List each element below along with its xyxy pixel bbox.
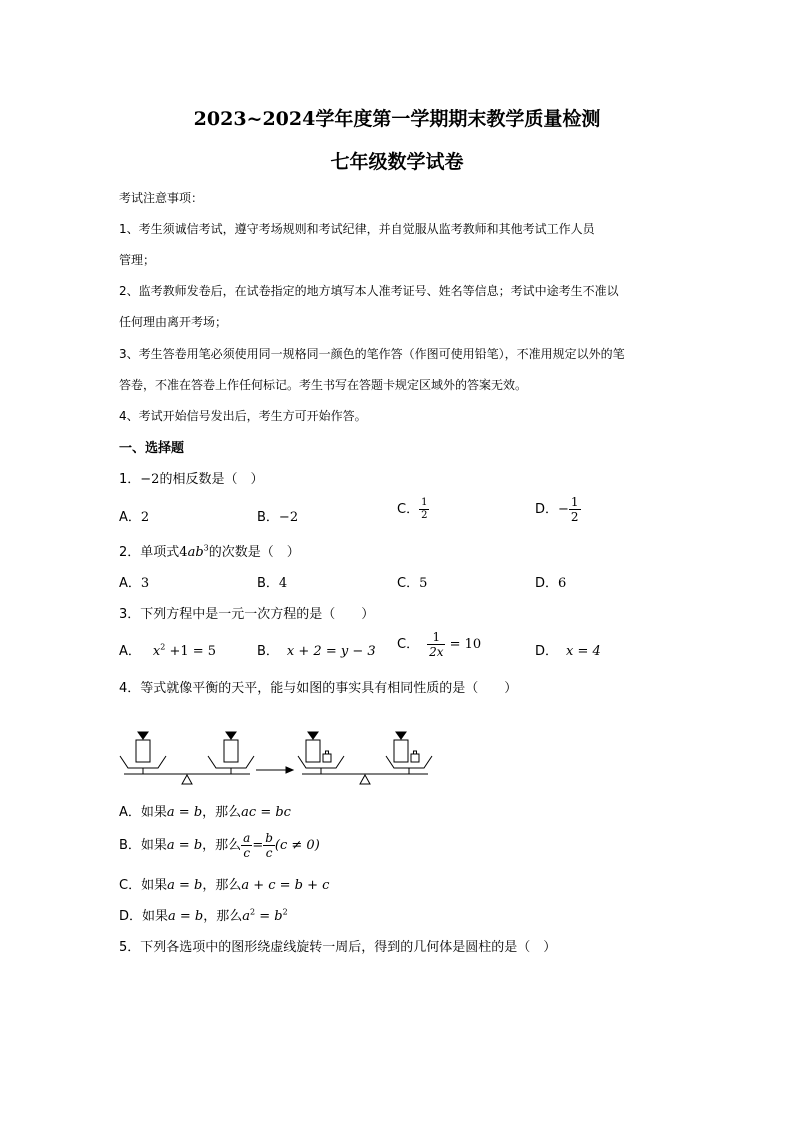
fraction: $\frac{1}{2x}$ (429, 630, 444, 659)
weight-marker (226, 732, 236, 739)
q4-option-d[interactable]: D．如果a = b，那么$a^2 = b^2$ (119, 907, 288, 924)
q1-option-a[interactable]: A．2 (119, 510, 150, 525)
small-weight (411, 754, 419, 762)
fraction: $\frac{a}{c}$ (243, 831, 251, 860)
q1-text: 的相反数是（ ） (159, 472, 264, 487)
q3-option-a[interactable]: A． $x^2 +1 = 5$ (119, 642, 217, 659)
q2-option-a[interactable]: A．3 (119, 576, 150, 591)
section-heading: 一、选择题 (119, 441, 185, 456)
q2-option-d[interactable]: D．6 (535, 576, 567, 591)
notice-item-1a: 1、考生须诚信考试，遵守考场规则和考试纪律，并自觉服从监考教师和其他考试工作人员 (119, 222, 595, 236)
block (306, 740, 320, 762)
q4-option-b[interactable]: B．如果a = b，那么 $\frac{a}{c}$ = $\frac{b}{c}$ (c ≠ 0) (119, 831, 320, 860)
q4-option-c[interactable]: C．如果a = b，那么a + c = b + c (119, 878, 330, 893)
q1-expr: −2 (140, 472, 160, 487)
weight-marker (138, 732, 148, 739)
q1-option-b[interactable]: B．−2 (257, 510, 299, 525)
fraction: $\frac{1}{2}$ (570, 495, 579, 524)
q3-option-b[interactable]: B． x + 2 = y − 3 (257, 644, 376, 659)
notice-item-4: 4、考试开始信号发出后，考生方可开始作答。 (119, 409, 367, 423)
question-5: 5．下列各选项中的图形绕虚线旋转一周后，得到的几何体是圆柱的是（ ） (119, 940, 557, 955)
q3-option-d[interactable]: D． x = 4 (535, 644, 601, 659)
fulcrum (182, 775, 192, 784)
notice-item-2a: 2、监考教师发卷后，在试卷指定的地方填写本人准考证号、姓名等信息；考试中途考生不准以 (119, 284, 619, 298)
exam-subtitle: 七年级数学试卷 (330, 151, 464, 173)
question-2: 2．单项式$4ab^3$的次数是（ ） (119, 543, 300, 560)
block (136, 740, 150, 762)
balance-figure (116, 726, 436, 792)
q1-option-c[interactable]: C． $\frac{1}{2}$ (397, 497, 428, 521)
weight-marker (396, 732, 406, 739)
left-balance (120, 732, 254, 784)
block (224, 740, 238, 762)
notice-item-2b: 任何理由离开考场； (119, 315, 228, 329)
question-3: 3．下列方程中是一元一次方程的是（ ） (119, 607, 375, 622)
notice-item-1b: 管理； (119, 253, 156, 267)
fraction: $\frac{1}{2}$ (421, 497, 428, 521)
arrow (256, 767, 293, 773)
notice-item-3b: 答卷，不准在答卷上作任何标记。考生书写在答题卡规定区域外的答案无效。 (119, 378, 528, 392)
small-weight (323, 754, 331, 762)
q1-prefix: 1． (119, 472, 141, 487)
right-balance (298, 732, 432, 784)
fraction: $\frac{b}{c}$ (265, 831, 273, 860)
q2-option-b[interactable]: B．4 (257, 576, 288, 591)
q3-option-c[interactable]: C． $\frac{1}{2x}$ = 10 (397, 630, 482, 659)
notice-heading: 考试注意事项： (119, 191, 204, 205)
q4-option-a[interactable]: A．如果a = b，那么ac = bc (119, 805, 291, 820)
right-pan (386, 756, 432, 768)
weight-marker (308, 732, 318, 739)
q2-option-c[interactable]: C．5 (397, 576, 428, 591)
question-4: 4．等式就像平衡的天平，能与如图的事实具有相同性质的是（ ） (119, 681, 518, 696)
notice-item-3a: 3、考生答卷用笔必须使用同一规格同一颜色的笔作答（作图可使用铅笔），不准用规定以外的笔 (119, 347, 625, 361)
question-1 (119, 468, 263, 487)
exam-title: 2023~2024学年度第一学期期末教学质量检测 (193, 108, 601, 130)
left-pan (298, 756, 344, 768)
block (394, 740, 408, 762)
fulcrum (360, 775, 370, 784)
q1-option-d[interactable]: D．− $\frac{1}{2}$ (535, 495, 579, 524)
